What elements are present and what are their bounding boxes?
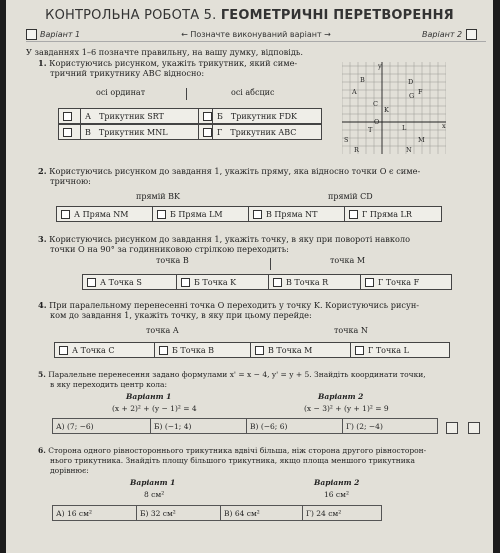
- q1-option-b[interactable]: [199, 109, 213, 123]
- point-label: G: [409, 92, 415, 100]
- point-label: D: [408, 78, 414, 86]
- page-title: КОНТРОЛЬНА РОБОТА 5. ГЕОМЕТРИЧНІ ПЕРЕТВОРЕННЯ: [45, 8, 454, 23]
- q6-text-line1: 6. Сторона одного рівностороннього трикутника вдвічі більша, ніж сторона другого рівносторон-: [38, 446, 427, 455]
- q5-option-b[interactable]: Б) (−1; 4): [151, 419, 247, 433]
- q6-option-g[interactable]: Г) 24 см²: [306, 508, 342, 518]
- q1-text-line1: 1. Користуючись рисунком, укажіть трикутник, який симе-: [38, 58, 298, 68]
- q6-option-v[interactable]: В) 64 см²: [221, 506, 303, 520]
- q1-option-a[interactable]: [59, 109, 81, 123]
- variant-2-checkbox[interactable]: [466, 29, 477, 40]
- q5-option-v[interactable]: В) (−6; 6): [247, 419, 343, 433]
- q2-option-g[interactable]: Г Пряма LR: [345, 207, 443, 221]
- point-label: T: [368, 126, 373, 134]
- variant-1-label: Варіант 1: [40, 30, 81, 39]
- q2-text-line2: тричною:: [50, 176, 91, 186]
- q3-col-left: точка B: [156, 256, 189, 265]
- q3-col-right: точка M: [330, 256, 366, 265]
- x-axis-label: x: [442, 122, 446, 130]
- q2-col-left: прямій BK: [136, 192, 181, 201]
- q4-option-b[interactable]: Б Точка B: [155, 343, 251, 357]
- q2-option-v[interactable]: В Пряма NT: [249, 207, 345, 221]
- q5-variant2-formula: (x − 3)² + (y + 1)² = 9: [304, 404, 389, 413]
- q2-option-b[interactable]: Б Пряма LM: [153, 207, 249, 221]
- q4-option-g[interactable]: Г Точка L: [351, 343, 451, 357]
- q4-col-right: точка N: [334, 326, 368, 335]
- q6-text-line3: дорівнює:: [50, 466, 89, 475]
- q6-options: [52, 505, 382, 521]
- q1-col-left: осі ординат: [96, 88, 146, 97]
- q6-variant2-value: 16 см²: [324, 490, 349, 499]
- q2-text-line1: 2. Користуючись рисунком до завдання 1, укажіть пряму, яка відносно точки O є симе-: [38, 166, 421, 176]
- q5-variant1-formula: (x + 2)² + (y − 1)² = 4: [112, 404, 197, 413]
- variant-2-label: Варіант 2: [422, 30, 463, 39]
- y-axis-label: y: [378, 62, 382, 70]
- q5-variant2-title: Варіант 2: [318, 392, 364, 401]
- point-label: C: [373, 100, 378, 108]
- q4-option-v[interactable]: В Точка M: [251, 343, 351, 357]
- q5-text-line1: 5. Паралельне перенесення задано формулами x' = x − 4, y' = y + 5. Знайдіть координати точки,: [38, 370, 426, 379]
- point-label: A: [352, 88, 357, 96]
- q3-option-v[interactable]: В Точка R: [269, 275, 361, 289]
- q5-answer-box[interactable]: [468, 422, 480, 434]
- q5-option-g[interactable]: Г) (2; −4): [346, 421, 383, 431]
- q1-row-1: А Трикутник SRT Б Трикутник FDK: [58, 108, 322, 124]
- coordinate-grid: [342, 62, 446, 154]
- q5-option-a[interactable]: А) (7; −6): [53, 419, 151, 433]
- q1-row-2: В Трикутник MNL Г Трикутник ABC: [58, 124, 322, 140]
- point-label: B: [360, 76, 365, 84]
- q2-col-right: прямій CD: [328, 192, 373, 201]
- q5-variant1-title: Варіант 1: [126, 392, 172, 401]
- q3-text-line1: 3. Користуючись рисунком до завдання 1, укажіть точку, в яку при повороті навколо: [38, 234, 411, 244]
- q3-text-line2: точки O на 90° за годинниковою стрілкою переходить:: [50, 244, 289, 254]
- q6-option-b[interactable]: Б) 32 см²: [137, 506, 221, 520]
- variant-bar: [26, 29, 486, 42]
- q6-variant1-value: 8 см²: [144, 490, 165, 499]
- q4-text-line1: 4. При паралельному перенесенні точка O переходить у точку K. Користуючись рисун-: [38, 300, 420, 310]
- point-label: R: [354, 146, 359, 154]
- point-label: K: [384, 106, 389, 114]
- q1-option-g[interactable]: [199, 125, 213, 139]
- q6-variant2-title: Варіант 2: [314, 478, 360, 487]
- q5-answer-box[interactable]: [446, 422, 458, 434]
- q5-text-line2: в яку переходить центр кола:: [50, 380, 168, 389]
- worksheet: [6, 0, 493, 553]
- q4-text-line2: ком до завдання 1, укажіть точку, в яку при цьому перейде:: [50, 310, 312, 320]
- q3-option-g[interactable]: Г Точка F: [361, 275, 453, 289]
- q6-variant1-title: Варіант 1: [130, 478, 176, 487]
- instructions: У завданнях 1–6 позначте правильну, на вашу думку, відповідь.: [26, 47, 303, 57]
- q2-option-a[interactable]: А Пряма NM: [57, 207, 153, 221]
- point-label: O: [374, 118, 380, 126]
- q4-col-left: точка A: [146, 326, 179, 335]
- point-label: L: [402, 124, 407, 132]
- q5-options: [52, 418, 438, 434]
- point-label: F: [418, 88, 423, 96]
- q3-options: [82, 274, 452, 290]
- variant-1-checkbox[interactable]: [26, 29, 37, 40]
- q6-option-a[interactable]: А) 16 см²: [53, 506, 137, 520]
- q1-option-v[interactable]: [59, 125, 81, 139]
- q1-text-line2: тричний трикутнику ABC відносно:: [50, 68, 205, 78]
- point-label: S: [344, 136, 349, 144]
- q6-text-line2: нього трикутника. Знайдіть площу більшого трикутника, якщо площа меншого трикутника: [50, 456, 415, 465]
- q4-options: [54, 342, 450, 358]
- variant-hint: ← Позначте виконуваний варіант →: [181, 30, 331, 39]
- q4-option-a[interactable]: А Точка C: [55, 343, 155, 357]
- q3-option-b[interactable]: Б Точка K: [177, 275, 269, 289]
- point-label: N: [406, 146, 412, 154]
- q3-option-a[interactable]: А Точка S: [83, 275, 177, 289]
- q2-options: [56, 206, 442, 222]
- q1-col-right: осі абсцис: [231, 88, 275, 97]
- point-label: M: [418, 136, 425, 144]
